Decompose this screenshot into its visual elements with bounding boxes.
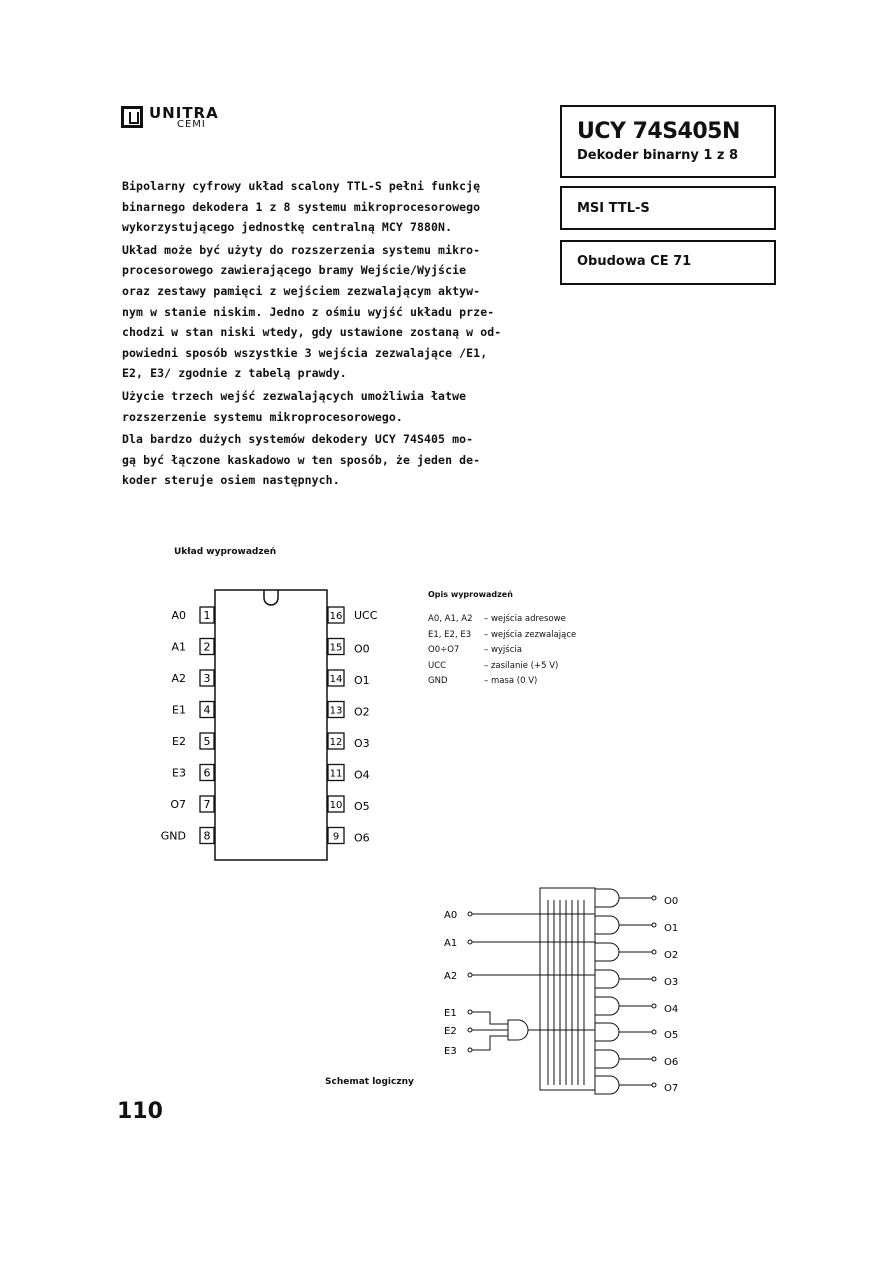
input-label: A1 [444, 938, 458, 949]
pin-label: A2 [171, 672, 186, 685]
input-terminal [468, 912, 472, 916]
output-label: O5 [664, 1030, 679, 1041]
output-label: O1 [664, 923, 679, 934]
pin-number: 1 [203, 609, 211, 622]
pin-label: O0 [354, 642, 370, 656]
pin-number: 10 [329, 800, 343, 811]
part-number: UCY 74S405N [577, 119, 740, 144]
paragraph-2: Układ może być użyty do rozszerzenia systemu mikro- procesorowego zawierającego bramy Wejście/Wyjście oraz zestawy pamięci z wejściem zezwalającym aktyw- nym w stanie niskim. Jedno z ośmiu wyjść układu prze- chodzi w stan niski wtedy, gdy ustawione zostaną w od- powiedni sposób wszystkie 3 wejścia zezwalające /E1, E2, E3/ zgodnie z tabelą prawdy. [122, 242, 502, 381]
enable-terminal [468, 1028, 472, 1032]
tech-box [560, 186, 776, 230]
pinout-diagram [150, 580, 390, 870]
ic-notch [264, 590, 278, 605]
pin-label: E3 [172, 766, 186, 780]
pin-label: E1 [172, 703, 186, 717]
pin-number: 4 [203, 703, 211, 717]
output-label: O7 [664, 1083, 679, 1094]
ic-body [215, 590, 327, 860]
pin-number: 6 [203, 766, 211, 780]
output-label: O4 [664, 1004, 679, 1015]
output-terminal [652, 1004, 656, 1008]
pin-number: 3 [203, 672, 211, 685]
enable-terminal [468, 1048, 472, 1052]
output-terminal [652, 1057, 656, 1061]
opis-caption: Opis wyprowadzeń [428, 590, 513, 599]
description-text [122, 176, 527, 493]
pinout-caption: Układ wyprowadzeń [174, 547, 277, 557]
page-number: 110 [117, 1099, 163, 1124]
schematic-labels [444, 896, 678, 1094]
paragraph-4: Dla bardzo dużych systemów dekodery UCY 74S405 mo- gą być łączone kaskadowo w ten sposób, że jeden de- koder steruje osiem następnych. [122, 432, 481, 488]
pin-number: 13 [329, 705, 343, 717]
left-pins [161, 607, 214, 844]
schematic-caption: Schemat logiczny [325, 1077, 414, 1087]
output-terminal [652, 1083, 656, 1087]
package-box [560, 240, 776, 285]
output-terminal [652, 950, 656, 954]
output-terminal [652, 1030, 656, 1034]
input-terminal [468, 940, 472, 944]
output-terminal [652, 977, 656, 981]
pin-number: 5 [203, 735, 211, 748]
pin-label: O5 [354, 800, 370, 813]
pin-label: UCC [354, 609, 378, 622]
pin-label: A0 [171, 609, 186, 622]
input-label: A2 [444, 971, 458, 982]
pin-label: O3 [354, 737, 370, 750]
input-terminal [468, 973, 472, 977]
paragraph-1: Bipolarny cyfrowy układ scalony TTL-S pełni funkcję binarnego dekodera 1 z 8 systemu mikroprocesorowego wykorzystującego jednostkę centralną MCY 7880N. [122, 179, 481, 235]
paragraph-3: Użycie trzech wejść zezwalających umożliwia łatwe rozszerzenie systemu mikroprocesorowego. [122, 388, 467, 424]
tech-label: MSI TTL-S [577, 201, 650, 216]
unitra-logo [121, 104, 231, 134]
pin-label: O2 [354, 705, 370, 719]
output-gates [508, 889, 619, 1094]
pin-number: 15 [329, 642, 343, 654]
schematic-wires [468, 896, 656, 1087]
pin-number: 2 [203, 640, 211, 654]
enable-terminal [468, 1010, 472, 1014]
enable-label: E2 [444, 1026, 457, 1037]
title-box [560, 105, 776, 178]
output-terminal [652, 896, 656, 900]
logo-sub: CEMI [177, 119, 206, 130]
output-label: O3 [664, 977, 679, 988]
logic-schematic [430, 880, 690, 1100]
logo-name: UNITRA [149, 104, 219, 122]
pin-number: 16 [329, 611, 343, 622]
pin-number: 12 [329, 737, 343, 748]
pin-number: 11 [329, 768, 343, 780]
pin-number: 14 [329, 674, 343, 685]
pin-label: A1 [171, 640, 186, 654]
pin-label: O1 [354, 674, 370, 687]
pin-label: E2 [172, 735, 186, 748]
input-label: A0 [444, 910, 458, 921]
part-subtitle: Dekoder binarny 1 z 8 [577, 148, 739, 163]
package-label: Obudowa CE 71 [577, 254, 692, 269]
output-label: O2 [664, 950, 679, 961]
pin-number: 7 [203, 798, 211, 811]
pin-label: O4 [354, 768, 370, 782]
enable-label: E3 [444, 1046, 457, 1057]
pin-label: GND [160, 829, 186, 843]
output-label: O0 [664, 896, 679, 907]
pin-label: O6 [354, 831, 370, 845]
unitra-logo-icon [121, 106, 143, 128]
output-label: O6 [664, 1057, 679, 1068]
pin-number: 8 [203, 829, 211, 843]
pin-number: 9 [332, 831, 340, 843]
enable-label: E1 [444, 1008, 457, 1019]
pin-label: O7 [170, 798, 186, 811]
output-terminal [652, 923, 656, 927]
right-pins [328, 607, 378, 845]
